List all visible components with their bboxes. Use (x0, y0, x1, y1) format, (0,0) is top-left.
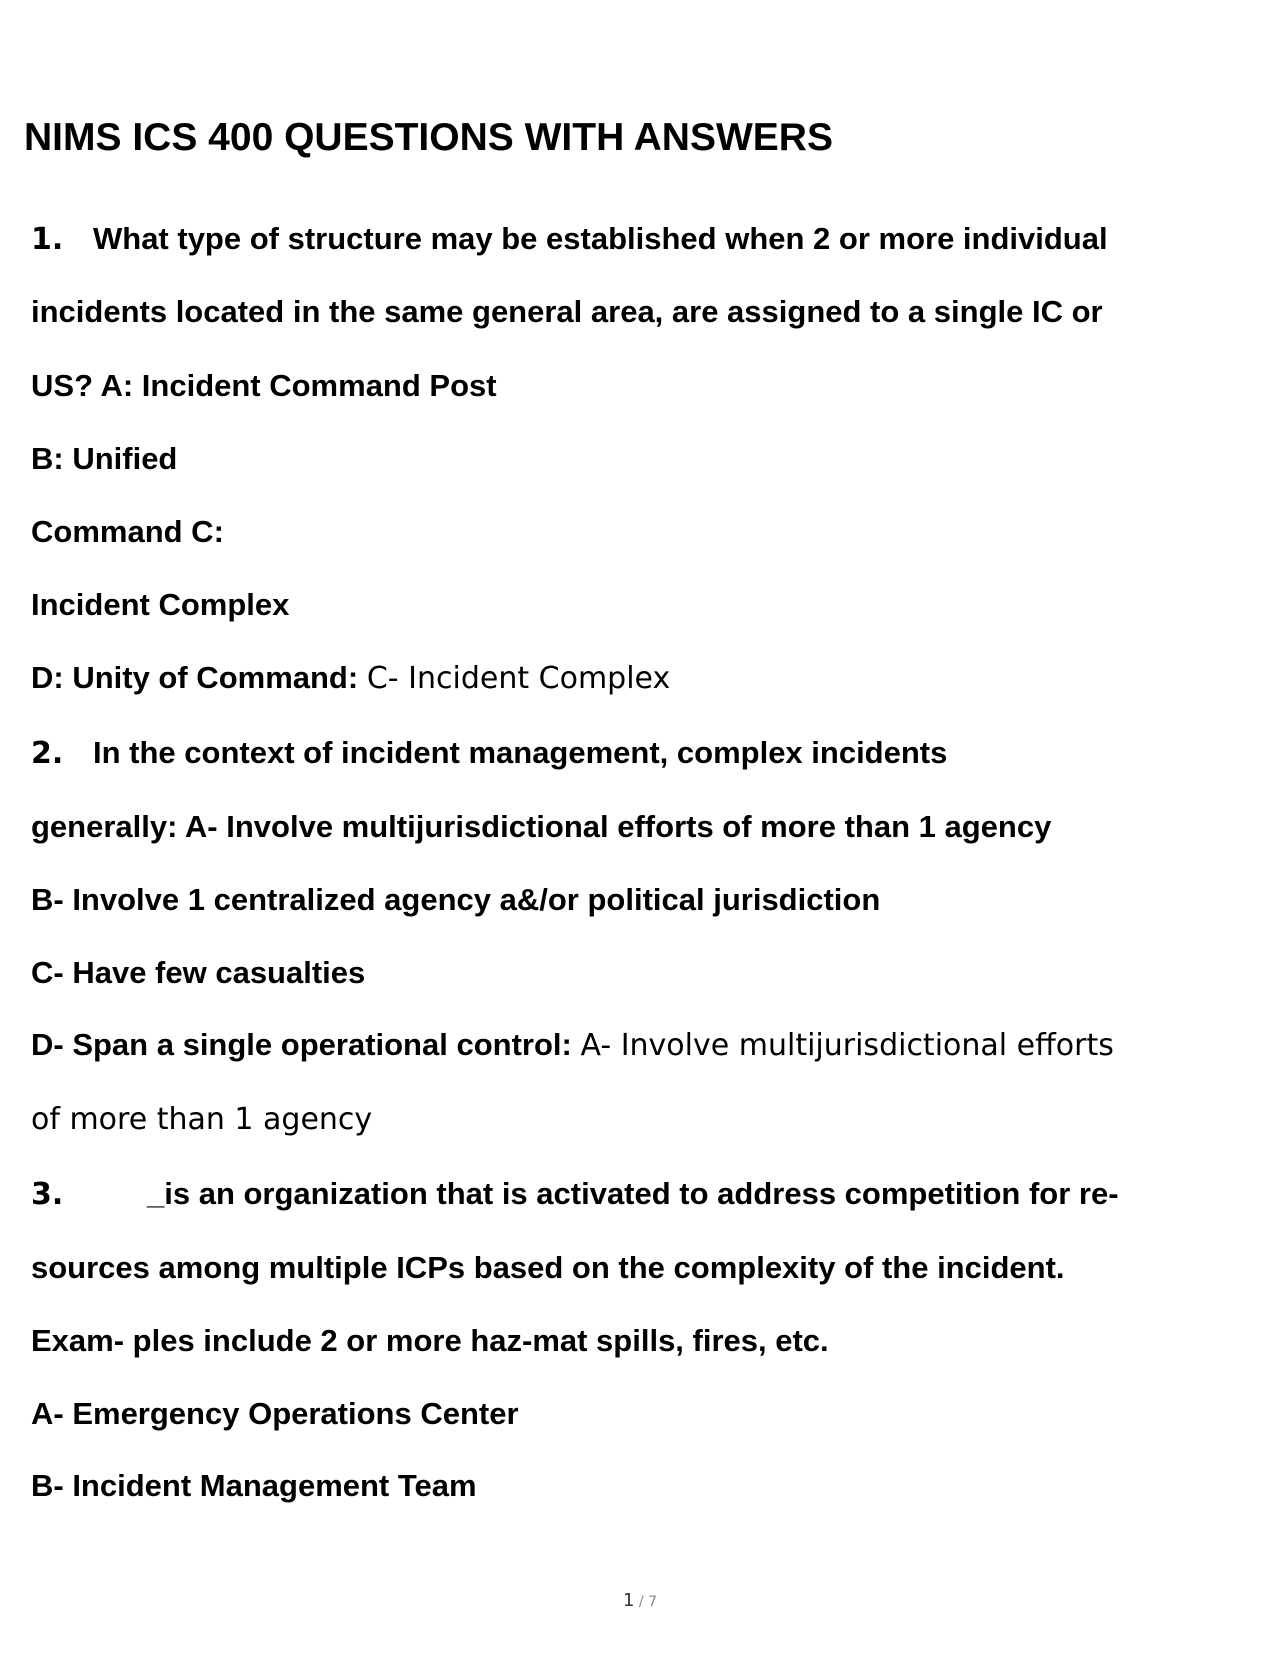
question-3-line-1 (31, 1174, 1119, 1215)
question-1-line-6: Incident Complex (31, 587, 290, 622)
page-total: / 7 (634, 1594, 657, 1610)
question-2-option-b: B- Involve 1 centralized agency a&/or political jurisdiction (31, 882, 881, 917)
question-3-option-b: B- Incident Management Team (31, 1468, 477, 1503)
question-1-number: 1. (31, 222, 64, 257)
page-indicator (0, 1590, 1280, 1611)
question-2-number: 2. (31, 736, 64, 771)
question-1-text-1: What type of structure may be established when 2 or more individual (93, 221, 1108, 256)
question-2-option-c: C- Have few casualties (31, 955, 366, 990)
question-2-option-d: D- Span a single operational control: (31, 1027, 572, 1062)
question-1-line-7 (31, 658, 670, 699)
page-current: 1 (623, 1590, 635, 1611)
question-1-option-d: D: Unity of Command: (31, 660, 359, 695)
question-1-line-3: US? A: Incident Command Post (31, 368, 497, 403)
question-3-option-a: A- Emergency Operations Center (31, 1396, 519, 1431)
question-2-line-5 (31, 1025, 1114, 1066)
question-3-number: 3. (31, 1177, 64, 1212)
question-1-line-2: incidents located in the same general area, are assigned to a single IC or (31, 294, 1103, 329)
question-1-answer: C- Incident Complex (366, 661, 671, 696)
question-1-option-b: B: Unified (31, 441, 178, 476)
question-2-line-6 (31, 1099, 372, 1140)
question-2-text-1: In the context of incident management, complex incidents (93, 735, 948, 770)
question-2-line-2: generally: A- Involve multijurisdictional efforts of more than 1 agency (31, 809, 1052, 844)
question-3-line-3: Exam- ples include 2 or more haz-mat spills, fires, etc. (31, 1323, 829, 1358)
question-2-line-1 (31, 733, 947, 774)
question-1-line-1 (31, 219, 1108, 260)
question-3-line-2: sources among multiple ICPs based on the complexity of the incident. (31, 1250, 1065, 1285)
question-1-line-5: Command C: (31, 514, 224, 549)
question-2-answer-2: of more than 1 agency (31, 1102, 373, 1137)
question-2-answer-1: A- Involve multijurisdictional efforts (580, 1028, 1114, 1063)
question-3-text-1: _is an organization that is activated to address competition for re- (147, 1176, 1119, 1211)
document-title: NIMS ICS 400 QUESTIONS WITH ANSWERS (24, 116, 833, 159)
